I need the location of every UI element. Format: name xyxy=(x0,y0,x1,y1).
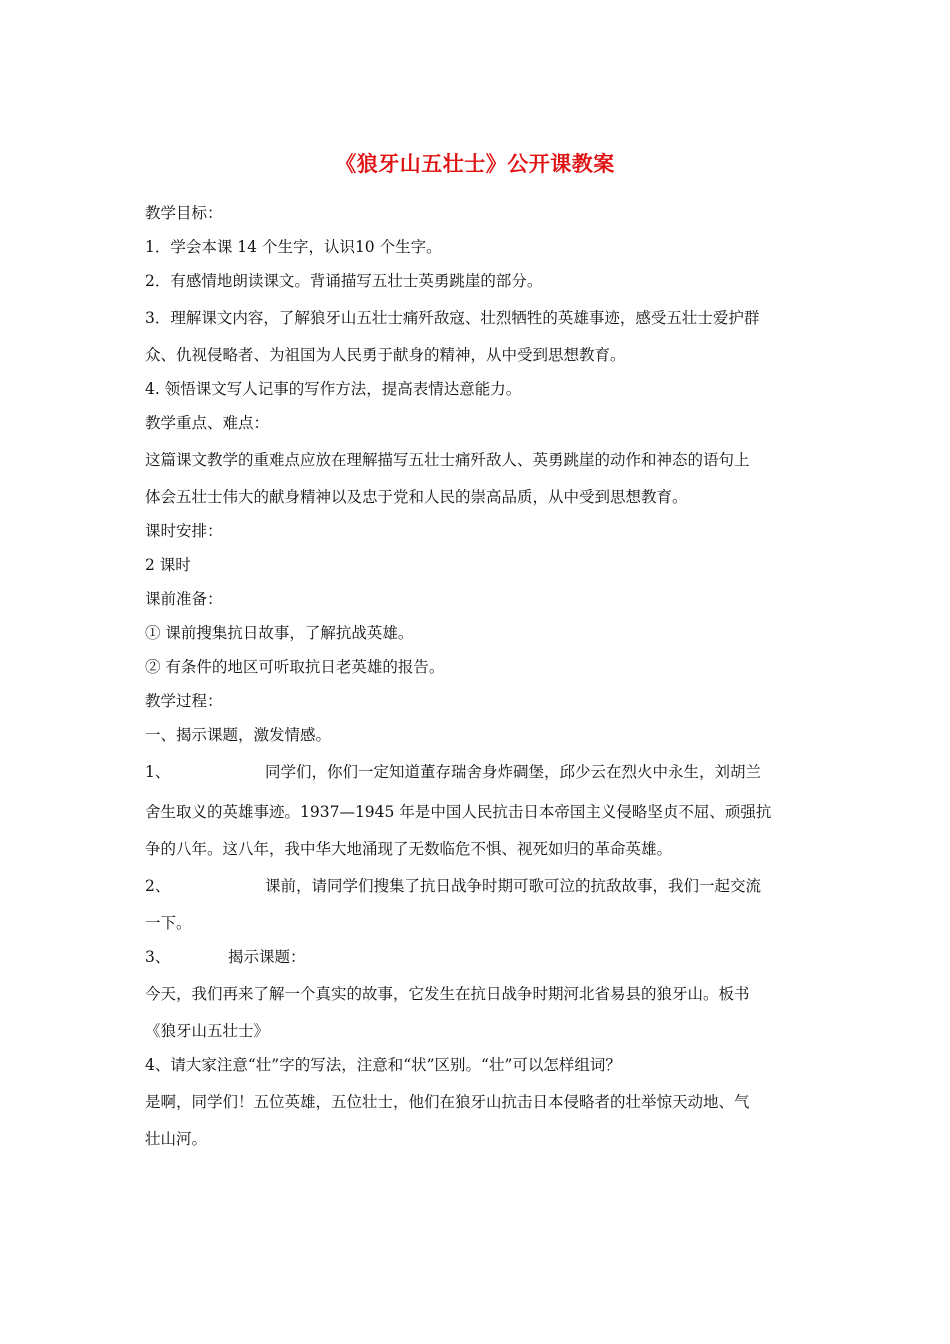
step-1-text: 同学们，你们一定知道董存瑞舍身炸碉堡，邱少云在烈火中永生，刘胡兰 xyxy=(265,763,762,781)
process-section-1: 一、揭示课题，激发情感。 xyxy=(145,726,332,744)
objectives-heading: 教学目标： xyxy=(145,204,223,222)
process-step-2-line-1 xyxy=(145,866,810,906)
process-step-4: 4、请大家注意“壮”字的写法，注意和“状”区别。“壮”可以怎样组词？ xyxy=(145,1056,621,1074)
preparation-heading: 课前准备： xyxy=(145,590,223,608)
closing-line-1: 是啊，同学们！五位英雄，五位壮士，他们在狼牙山抗击日本侵略者的壮举惊天动地、气 xyxy=(145,1093,750,1111)
process-step-3-line-2: 《狼牙山五壮士》 xyxy=(145,1022,270,1040)
process-step-1-line-3: 争的八年。这八年，我中华大地涌现了无数临危不惧、视死如归的革命英雄。 xyxy=(145,840,673,858)
objective-item-3-line-2: 众、仇视侵略者、为祖国为人民勇于献身的精神，从中受到思想教育。 xyxy=(145,346,626,364)
process-step-1-line-2: 舍生取义的英雄事迹。1937—1945 年是中国人民抗击日本帝国主义侵略坚贞不屈、顽强抗 xyxy=(145,803,772,821)
preparation-item-2: ② 有条件的地区可听取抗日老英雄的报告。 xyxy=(145,658,445,676)
objective-item-3-line-1: 3．理解课文内容，了解狼牙山五壮士痛歼敌寇、壮烈牺牲的英雄事迹，感受五壮士爱护群 xyxy=(145,309,760,327)
page-title: 《狼牙山五壮士》公开课教案 xyxy=(335,152,615,176)
process-step-1-line-1 xyxy=(145,752,810,792)
document-body xyxy=(145,196,810,1156)
step-2-number: 2、 xyxy=(145,877,171,895)
key-points-heading: 教学重点、难点： xyxy=(145,414,270,432)
objective-item-1: 1．学会本课 14 个生字，认识10 个生字。 xyxy=(145,238,442,256)
process-step-3-line-1: 今天，我们再来了解一个真实的故事，它发生在抗日战争时期河北省易县的狼牙山。板书 xyxy=(145,985,750,1003)
step-2-text: 课前，请同学们搜集了抗日战争时期可歌可泣的抗敌故事，我们一起交流 xyxy=(265,877,762,895)
objective-item-4: 4. 领悟课文写人记事的写作方法，提高表情达意能力。 xyxy=(145,380,522,398)
key-points-line-1: 这篇课文教学的重难点应放在理解描写五壮士痛歼敌人、英勇跳崖的动作和神态的语句上 xyxy=(145,451,750,469)
objective-item-2: 2．有感情地朗读课文。背诵描写五壮士英勇跳崖的部分。 xyxy=(145,272,543,290)
key-points-line-2: 体会五壮士伟大的献身精神以及忠于党和人民的崇高品质，从中受到思想教育。 xyxy=(145,488,688,506)
step-3-number: 3、 xyxy=(145,948,171,966)
preparation-item-1: ① 课前搜集抗日故事，了解抗战英雄。 xyxy=(145,624,414,642)
schedule-heading: 课时安排： xyxy=(145,522,223,540)
process-heading: 教学过程： xyxy=(145,692,223,710)
schedule-value: 2 课时 xyxy=(145,556,191,574)
step-1-number: 1、 xyxy=(145,763,171,781)
closing-line-2: 壮山河。 xyxy=(145,1130,208,1148)
process-step-3-heading xyxy=(145,940,810,974)
step-3-label: 揭示课题： xyxy=(228,948,306,966)
process-step-2-line-2: 一下。 xyxy=(145,914,192,932)
